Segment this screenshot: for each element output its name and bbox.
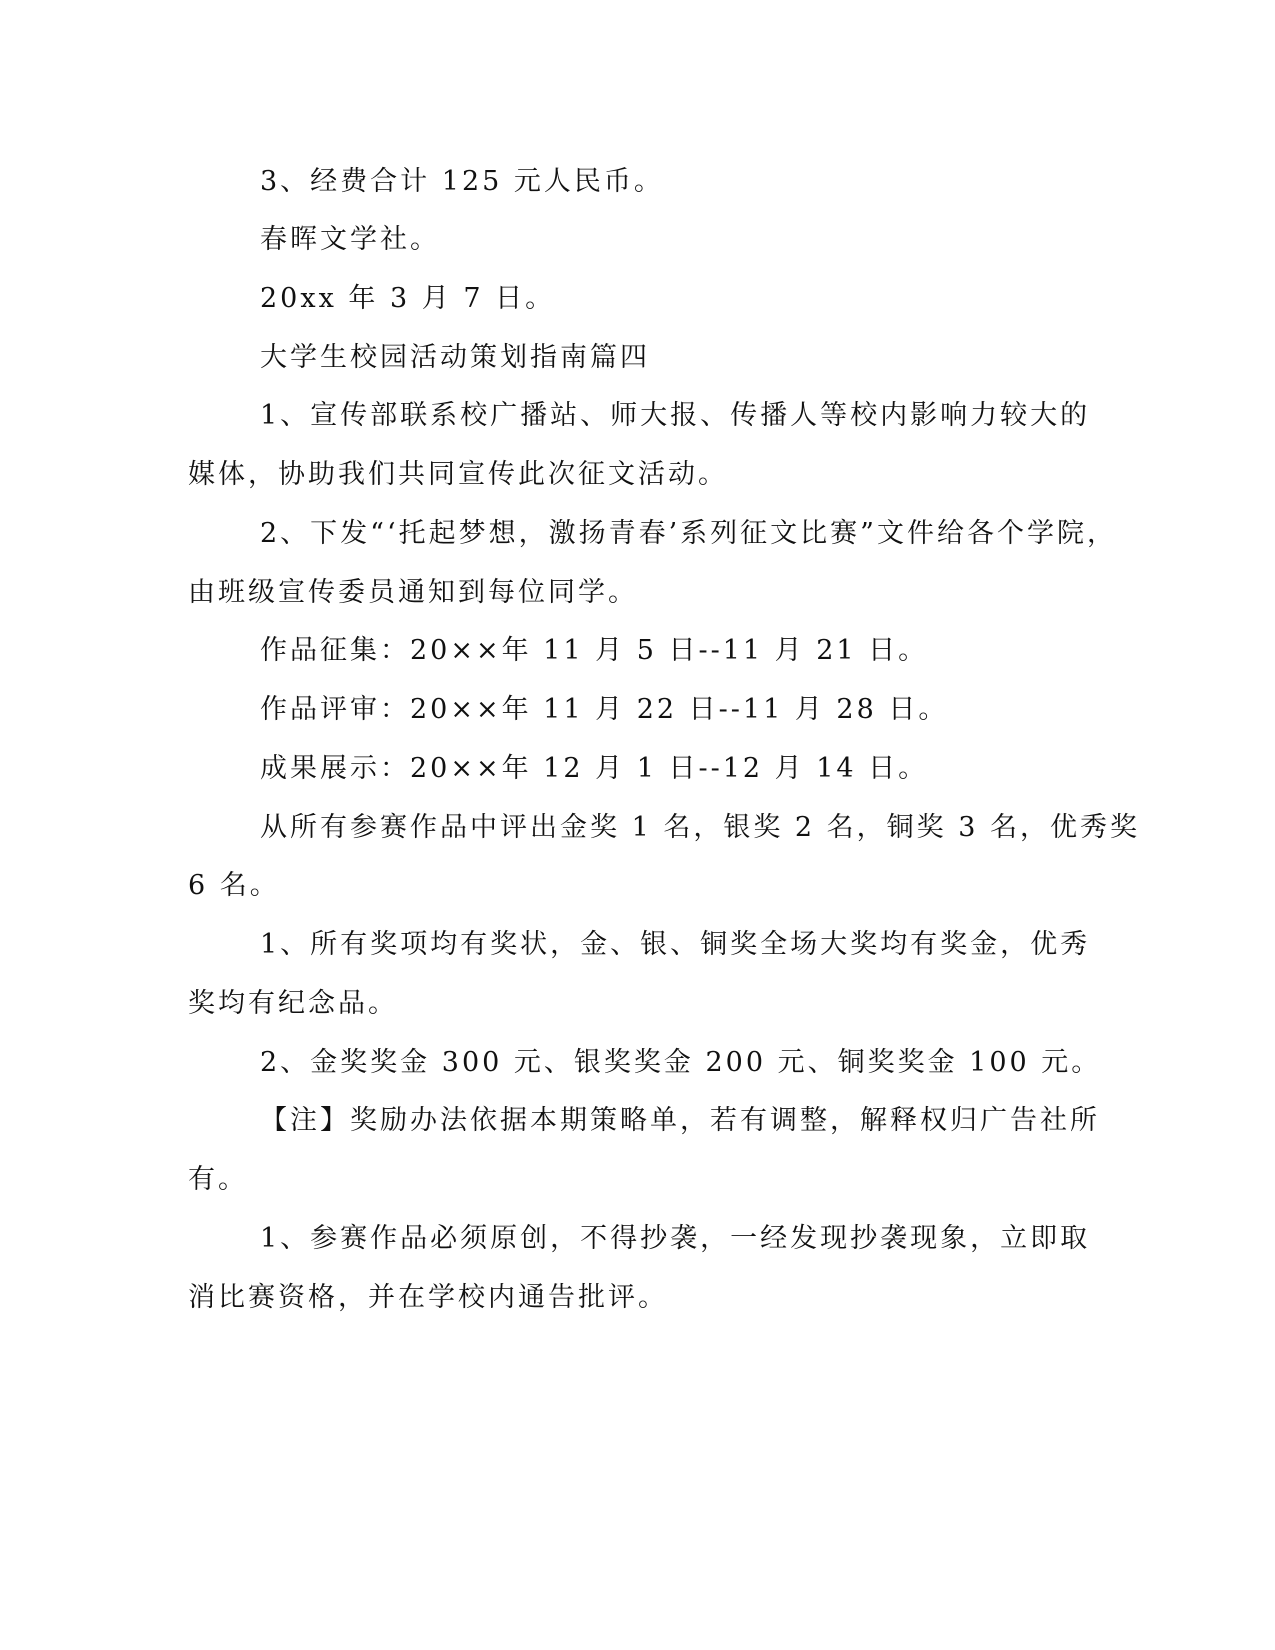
text-line: 作品评审：20××年 11 月 22 日--11 月 28 日。: [260, 694, 949, 725]
text-line: 有。: [188, 1164, 248, 1195]
section-heading: 大学生校园活动策划指南篇四: [260, 342, 650, 373]
text-line: 奖均有纪念品。: [188, 988, 398, 1019]
text-line: 作品征集：20××年 11 月 5 日--11 月 21 日。: [260, 635, 929, 666]
text-line: 20xx 年 3 月 7 日。: [260, 283, 556, 314]
text-line: 由班级宣传委员通知到每位同学。: [188, 577, 638, 608]
text-line: 消比赛资格，并在学校内通告批评。: [188, 1282, 668, 1313]
text-line: 3、经费合计 125 元人民币。: [260, 166, 664, 197]
text-line: 1、所有奖项均有奖状，金、银、铜奖全场大奖均有奖金，优秀: [260, 929, 1091, 960]
text-line: 6 名。: [188, 870, 280, 901]
text-line: 成果展示：20××年 12 月 1 日--12 月 14 日。: [260, 753, 929, 784]
text-line: 从所有参赛作品中评出金奖 1 名，银奖 2 名，铜奖 3 名，优秀奖: [260, 812, 1141, 843]
text-line: 2、金奖奖金 300 元、银奖奖金 200 元、铜奖奖金 100 元。: [260, 1047, 1102, 1078]
text-line: 1、参赛作品必须原创，不得抄袭，一经发现抄袭现象，立即取: [260, 1223, 1091, 1254]
text-line: 2、下发“‘托起梦想，激扬青春’系列征文比赛”文件给各个学院，: [260, 518, 1117, 549]
text-line: 媒体，协助我们共同宣传此次征文活动。: [188, 459, 728, 490]
text-line: 春晖文学社。: [260, 224, 440, 255]
text-line: 【注】奖励办法依据本期策略单，若有调整，解释权归广告社所: [260, 1105, 1100, 1136]
text-line: 1、宣传部联系校广播站、师大报、传播人等校内影响力较大的: [260, 400, 1091, 431]
